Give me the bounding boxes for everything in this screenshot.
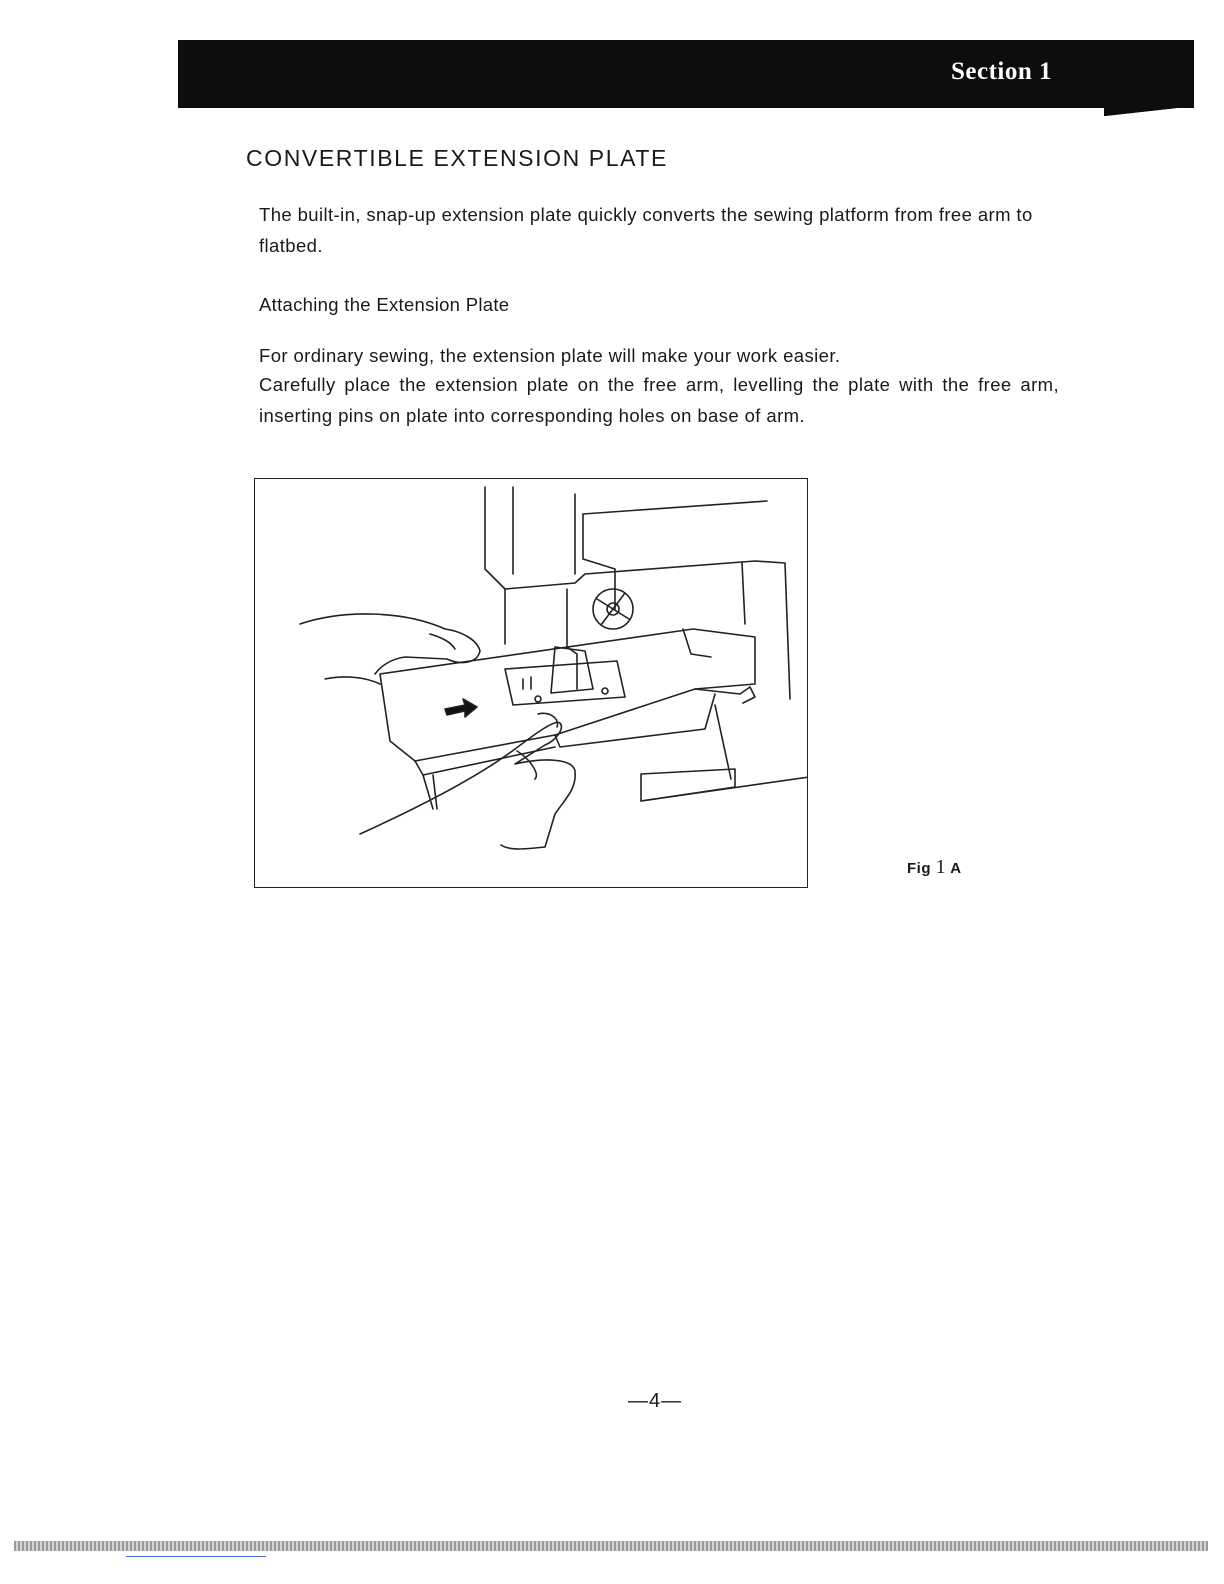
figure-caption-prefix: Fig [907,860,931,877]
scan-artifact-strip [14,1541,1208,1551]
figure-frame [254,478,808,888]
figure-caption [907,856,962,879]
body-line-1: For ordinary sewing, the extension plate will make your work easier. [259,345,841,366]
subheading: Attaching the Extension Plate [259,294,510,315]
scan-artifact-line [126,1556,266,1557]
body-line-2: Carefully place the extension plate on the free arm, levelling the plate with the free arm, inserting pins on plate into corresponding holes on base of arm. [259,374,1059,426]
intro-paragraph: The built-in, snap-up extension plate quickly converts the sewing platform from free arm to flatbed. [259,204,1033,256]
extension-plate-illustration [255,479,808,888]
figure-caption-number: 1 [935,856,947,878]
page-title: CONVERTIBLE EXTENSION PLATE [246,145,668,171]
page-number: —4— [628,1390,683,1412]
section-label: Section 1 [950,58,1052,85]
figure-caption-suffix: A [950,860,962,877]
